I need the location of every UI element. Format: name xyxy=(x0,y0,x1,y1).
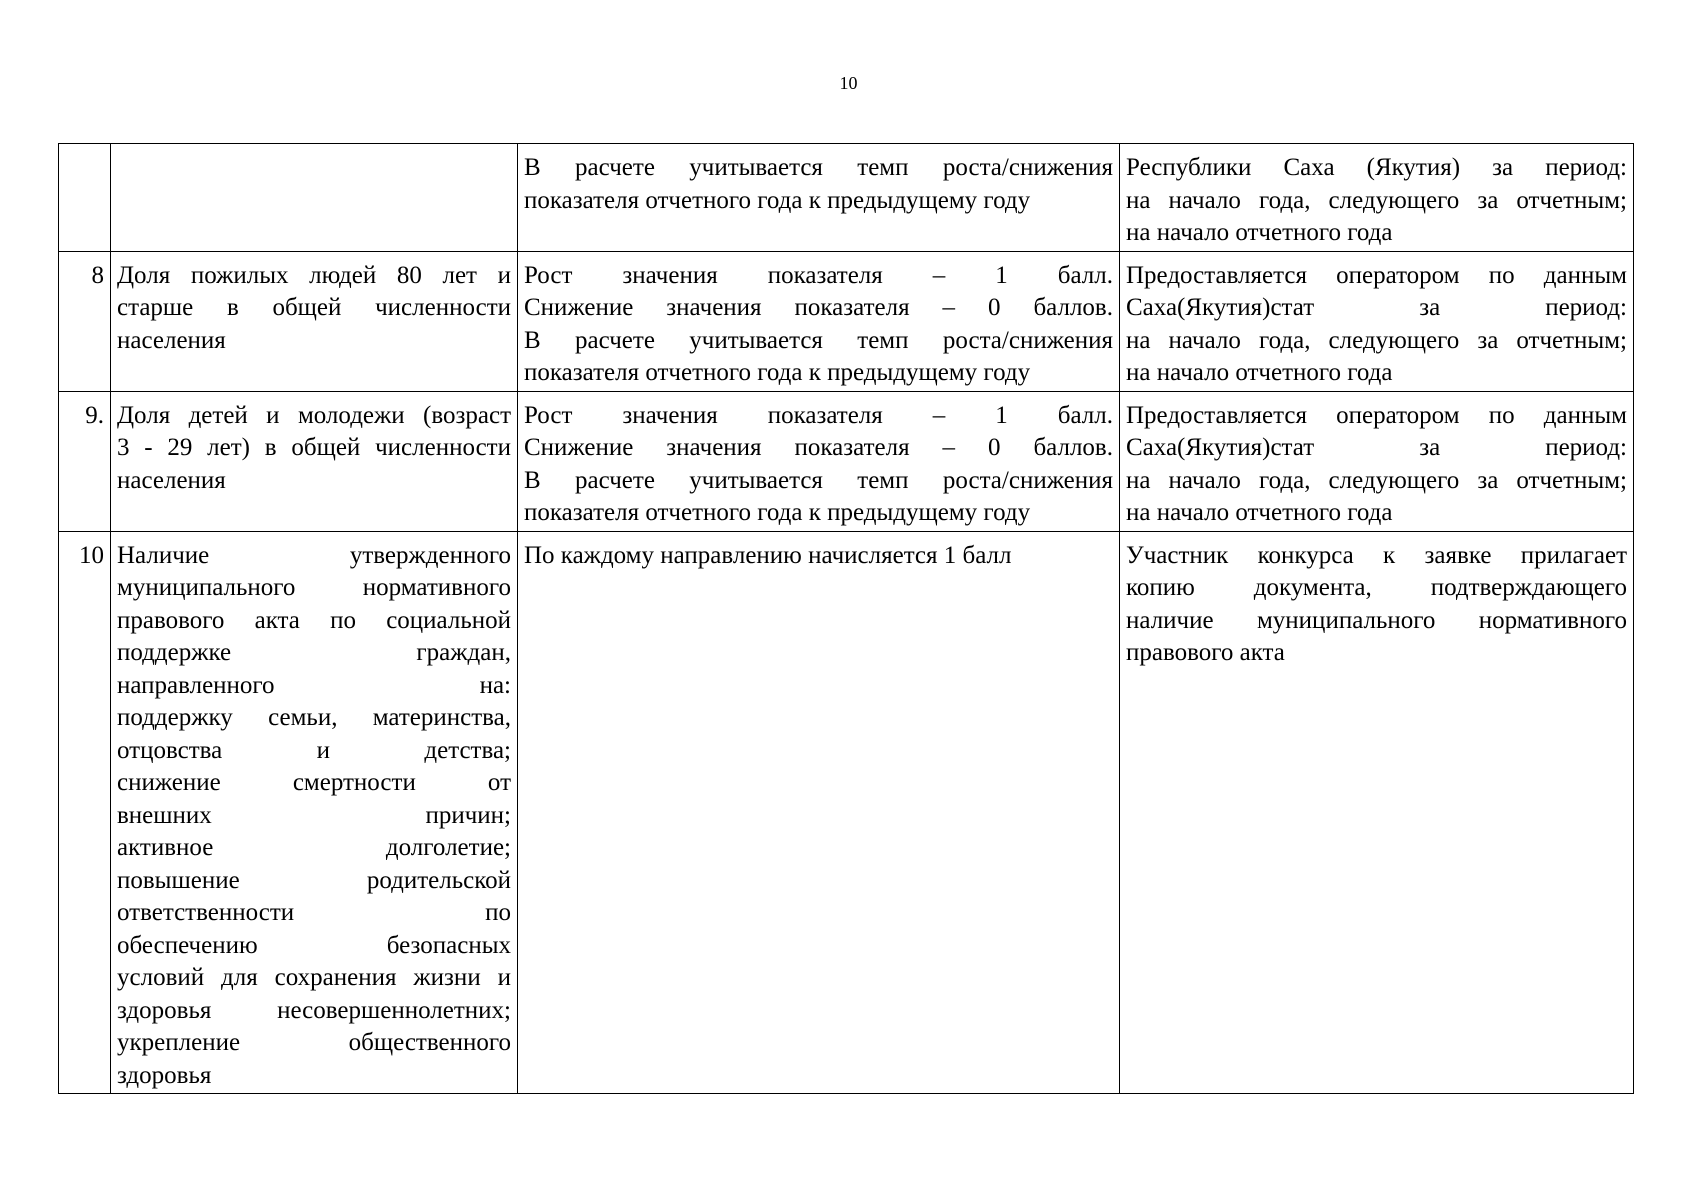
scoring-method-cell xyxy=(518,391,1120,531)
text-line: активное долголетие; xyxy=(117,834,511,861)
text-line: Рост значения показателя – 1 балл. xyxy=(524,261,1113,289)
row-number-cell xyxy=(59,144,111,252)
text-line: В расчете учитывается темп роста/снижения xyxy=(524,154,1113,181)
text-line: на начало года, следующего за отчетным; xyxy=(1126,466,1627,494)
text-line: Рост значения показателя – 1 балл. xyxy=(524,401,1113,429)
text-line: поддержку семьи, материнства, xyxy=(117,704,511,731)
text-line: По каждому направлению начисляется 1 балл xyxy=(524,541,1012,569)
table-row xyxy=(59,144,1634,252)
text-line: показателя отчетного года к предыдущему году xyxy=(524,186,1031,214)
text-line: на начало года, следующего за отчетным; xyxy=(1126,186,1627,214)
scoring-method-cell xyxy=(518,251,1120,391)
text-line: В расчете учитывается темп роста/снижения xyxy=(524,326,1113,354)
data-source-cell xyxy=(1120,251,1634,391)
text-line: Доля детей и молодежи (возраст xyxy=(117,401,511,429)
text-line: на начало года, следующего за отчетным; xyxy=(1126,326,1627,354)
text-line: условий для сохранения жизни и xyxy=(117,964,511,991)
data-source-cell xyxy=(1120,144,1634,252)
text-line: отцовства и детства; xyxy=(117,736,511,764)
data-source-cell xyxy=(1120,531,1634,1094)
text-line: на начало отчетного года xyxy=(1126,359,1393,386)
text-line: Доля пожилых людей 80 лет и xyxy=(117,261,511,289)
text-line: внешних причин; xyxy=(117,801,511,829)
text-line: здоровья несовершеннолетних; xyxy=(117,996,511,1024)
text-line: населения xyxy=(117,466,226,494)
text-line: Саха(Якутия)стат за период: xyxy=(1126,434,1627,461)
text-line: снижение смертности от xyxy=(117,769,511,796)
criteria-table xyxy=(58,143,1634,1094)
page-number: 10 xyxy=(839,73,858,93)
text-line: копию документа, подтверждающего xyxy=(1126,574,1627,601)
table-row xyxy=(59,531,1634,1094)
text-line: 3 - 29 лет) в общей численности xyxy=(117,434,511,461)
table-row xyxy=(59,251,1634,391)
text-line: Наличие утвержденного xyxy=(117,541,511,569)
text-line: Участник конкурса к заявке прилагает xyxy=(1126,541,1627,569)
text-line: населения xyxy=(117,326,226,354)
data-source-cell xyxy=(1120,391,1634,531)
text-line: повышение родительской xyxy=(117,866,511,894)
indicator-cell xyxy=(111,251,518,391)
text-line: показателя отчетного года к предыдущему году xyxy=(524,499,1031,526)
table-body xyxy=(59,144,1634,1094)
text-line: старше в общей численности xyxy=(117,294,511,321)
text-line: на начало отчетного года xyxy=(1126,219,1393,246)
text-line: укрепление общественного xyxy=(117,1029,511,1056)
text-line: Саха(Якутия)стат за период: xyxy=(1126,294,1627,321)
table-row xyxy=(59,391,1634,531)
text-line: Снижение значения показателя – 0 баллов. xyxy=(524,434,1113,461)
text-line: наличие муниципального нормативного xyxy=(1126,606,1627,634)
text-line: Предоставляется оператором по данным xyxy=(1126,261,1627,289)
text-line: обеспечению безопасных xyxy=(117,931,511,959)
text-line: показателя отчетного года к предыдущему году xyxy=(524,359,1031,386)
text-line: В расчете учитывается темп роста/снижения xyxy=(524,466,1113,494)
indicator-cell xyxy=(111,144,518,252)
text-line: здоровья xyxy=(117,1061,212,1089)
text-line: Снижение значения показателя – 0 баллов. xyxy=(524,294,1113,321)
text-line: Республики Саха (Якутия) за период: xyxy=(1126,154,1627,181)
text-line: направленного на: xyxy=(117,671,511,699)
text-line: Предоставляется оператором по данным xyxy=(1126,401,1627,429)
text-line: поддержке граждан, xyxy=(117,639,511,666)
scoring-method-cell xyxy=(518,531,1120,1094)
scoring-method-cell xyxy=(518,144,1120,252)
row-number-cell: 9. xyxy=(59,391,111,531)
row-number-cell: 8 xyxy=(59,251,111,391)
text-line: муниципального нормативного xyxy=(117,574,511,601)
row-number-cell: 10 xyxy=(59,531,111,1094)
indicator-cell xyxy=(111,391,518,531)
indicator-cell xyxy=(111,531,518,1094)
text-line: правового акта по социальной xyxy=(117,606,511,634)
text-line: ответственности по xyxy=(117,899,511,926)
text-line: правового акта xyxy=(1126,639,1285,666)
text-line: на начало отчетного года xyxy=(1126,499,1393,526)
